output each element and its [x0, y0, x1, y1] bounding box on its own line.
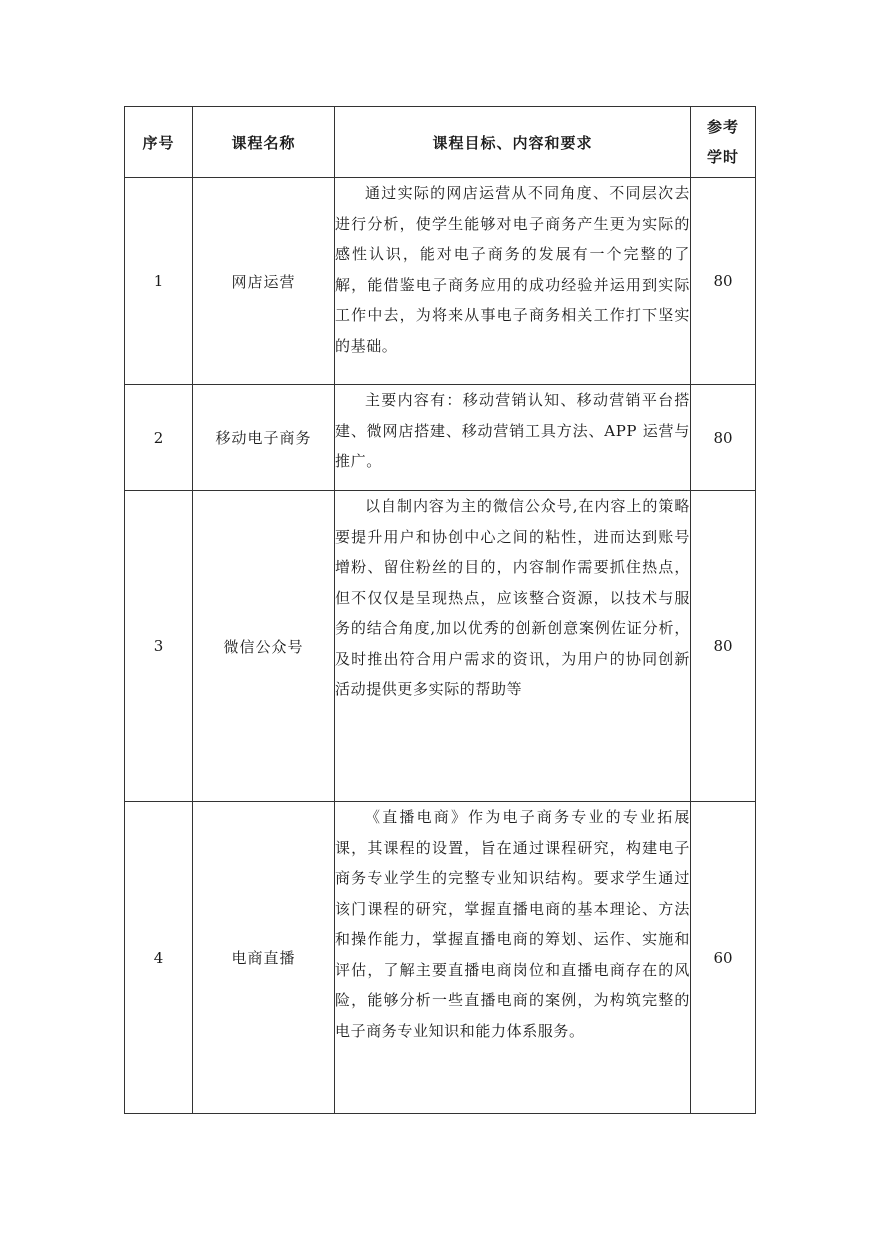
header-hours-line2: 学时	[706, 148, 739, 166]
course-hours: 80	[691, 385, 756, 491]
course-num: 2	[125, 385, 193, 491]
table-header-row	[125, 107, 756, 178]
course-num: 3	[125, 491, 193, 802]
course-name: 微信公众号	[193, 491, 335, 802]
course-desc: 以自制内容为主的微信公众号,在内容上的策略要提升用户和协创中心之间的粘性，进而达到账号增粉、留住粉丝的目的，内容制作需要抓住热点，但不仅仅是呈现热点，应该整合资源，以技术与服务的结合角度,加以优秀的创新创意案例佐证分析，及时推出符合用户需求的资讯，为用户的协同创新活动提供更多实际的帮助等	[335, 491, 691, 802]
course-hours: 80	[691, 491, 756, 802]
table-row	[125, 491, 756, 802]
course-hours: 60	[691, 802, 756, 1114]
header-course-desc: 课程目标、内容和要求	[335, 107, 691, 178]
header-hours	[691, 107, 756, 178]
course-desc: 主要内容有：移动营销认知、移动营销平台搭建、微网店搭建、移动营销工具方法、APP 运营与推广。	[335, 385, 691, 491]
course-hours: 80	[691, 178, 756, 385]
course-num: 1	[125, 178, 193, 385]
course-name: 电商直播	[193, 802, 335, 1114]
table-row	[125, 802, 756, 1114]
course-desc: 通过实际的网店运营从不同角度、不同层次去进行分析，使学生能够对电子商务产生更为实际的感性认识，能对电子商务的发展有一个完整的了解，能借鉴电子商务应用的成功经验并运用到实际工作中去，为将来从事电子商务相关工作打下坚实的基础。	[335, 178, 691, 385]
course-name: 移动电子商务	[193, 385, 335, 491]
header-num: 序号	[125, 107, 193, 178]
course-desc: 《直播电商》作为电子商务专业的专业拓展课，其课程的设置，旨在通过课程研究，构建电子商务专业学生的完整专业知识结构。要求学生通过该门课程的研究，掌握直播电商的基本理论、方法和操作能力，掌握直播电商的筹划、运作、实施和评估，了解主要直播电商岗位和直播电商存在的风险，能够分析一些直播电商的案例，为构筑完整的电子商务专业知识和能力体系服务。	[335, 802, 691, 1114]
course-name: 网店运营	[193, 178, 335, 385]
course-table	[124, 106, 756, 1114]
header-course-name: 课程名称	[193, 107, 335, 178]
table-row	[125, 178, 756, 385]
course-num: 4	[125, 802, 193, 1114]
table-row	[125, 385, 756, 491]
header-hours-line1: 参考	[706, 118, 739, 136]
